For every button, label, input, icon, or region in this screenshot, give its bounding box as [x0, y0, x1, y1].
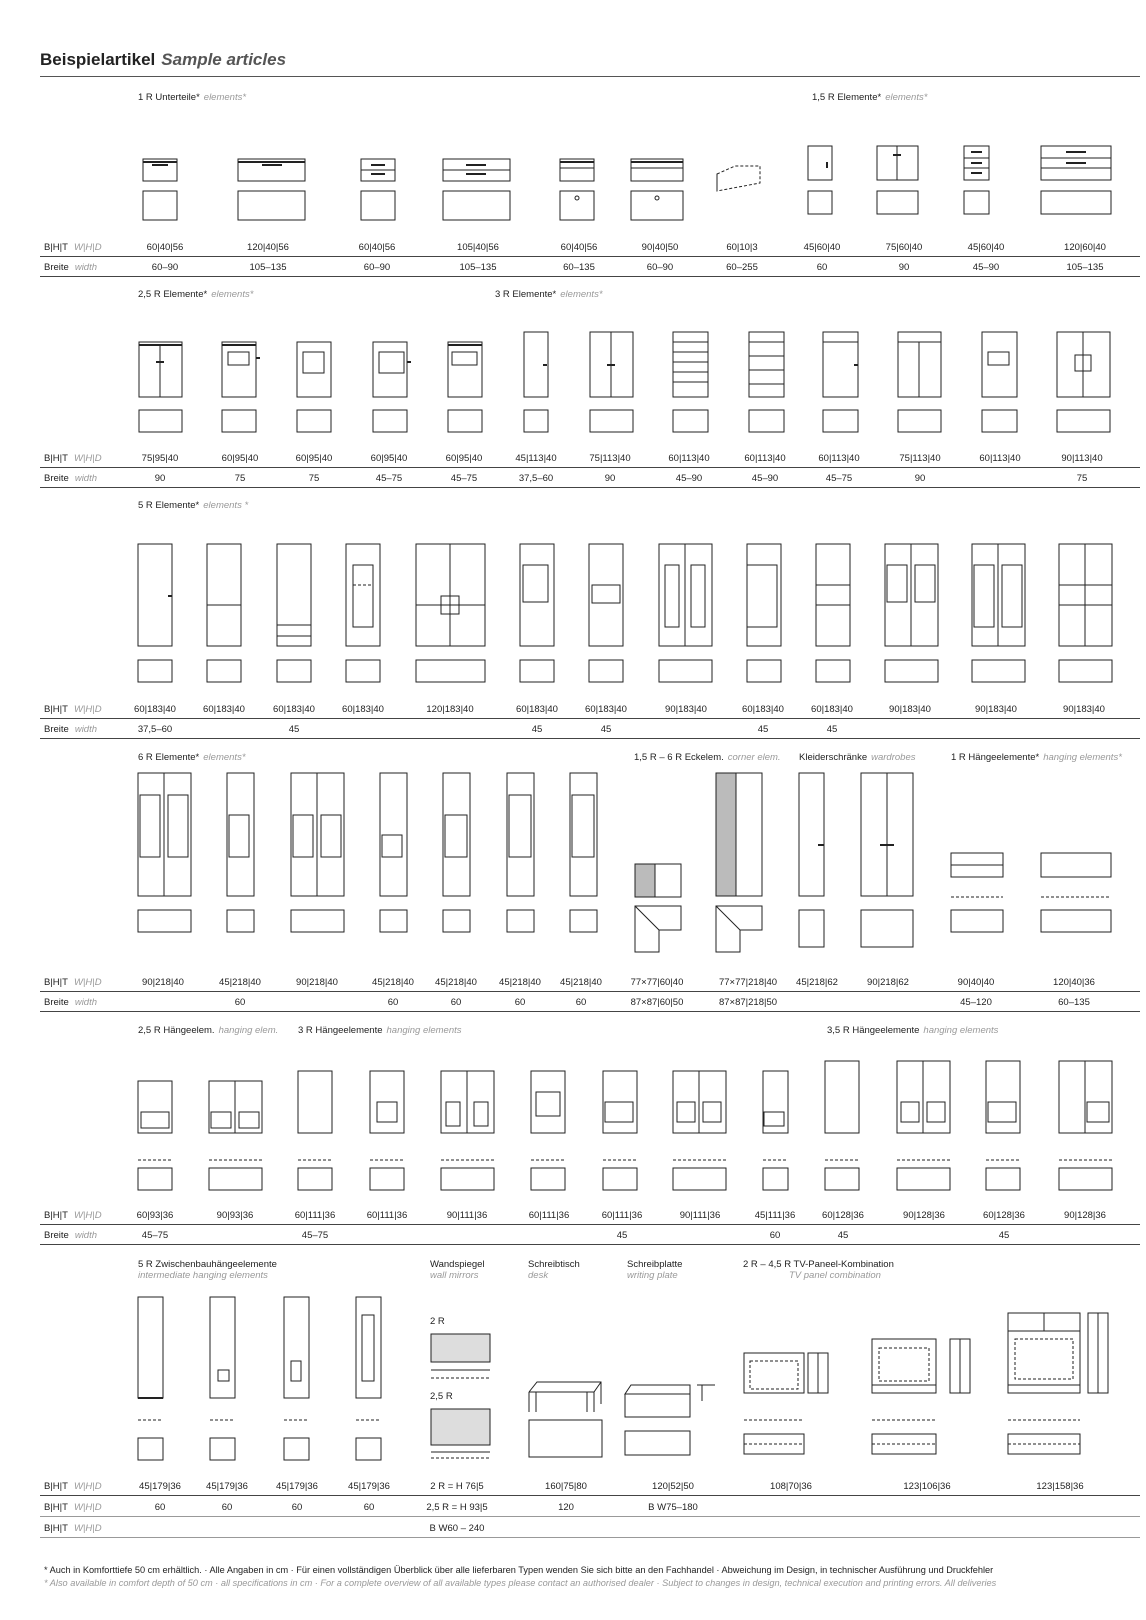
s4-dim: 77×77|60|40 — [630, 977, 684, 988]
s4-dim: 90|218|40 — [296, 977, 338, 988]
s5-width: 45 — [837, 1230, 849, 1241]
s1-width: 60–135 — [563, 262, 595, 273]
section-2-title-b: 3 R Elemente* elements* — [495, 289, 603, 300]
s6-row2-val: 2,5 R = H 93|5 — [426, 1502, 488, 1513]
s4-dim: 45|218|40 — [372, 977, 414, 988]
s5-width: 45 — [998, 1230, 1010, 1241]
s2-width: 75 — [1076, 473, 1088, 484]
s4-dims-label: B|H|T W|H|D — [44, 977, 102, 988]
s3-width: 45 — [757, 724, 769, 735]
s6-row2-val: 60 — [221, 1502, 233, 1513]
page-title-en: Sample articles — [161, 50, 287, 69]
s2-dim: 60|113|40 — [979, 453, 1021, 464]
section-5-title-c: 3,5 R Hängeelemente hanging elements — [827, 1025, 999, 1036]
section-3-drawings — [138, 544, 1112, 682]
s5-dim: 60|93|36 — [136, 1210, 174, 1221]
s3-width: 37,5–60 — [137, 724, 173, 735]
s6-dim: 45|179|36 — [206, 1481, 248, 1492]
section-1-title-a: 1 R Unterteile* elements* — [138, 92, 247, 103]
s6-dim: 120|52|50 — [652, 1481, 694, 1492]
s2-width: 90 — [604, 473, 616, 484]
s3-dim: 60|183|40 — [342, 704, 384, 715]
s5-dim: 90|111|36 — [679, 1210, 721, 1221]
s1-width-label: Breite width — [44, 262, 98, 273]
s2-width: 75 — [234, 473, 246, 484]
s2-dim: 60|95|40 — [221, 453, 259, 464]
section-1-title-b: 1,5 R Elemente* elements* — [812, 92, 928, 103]
s3-width: 45 — [531, 724, 543, 735]
s2-dim: 60|113|40 — [744, 453, 786, 464]
s5-dim: 60|128|36 — [822, 1210, 864, 1221]
s5-dim: 60|111|36 — [528, 1210, 570, 1221]
s1-width: 60–90 — [363, 262, 391, 273]
s3-width: 45 — [600, 724, 612, 735]
s5-dim: 60|111|36 — [366, 1210, 408, 1221]
s1-dim: 45|60|40 — [967, 242, 1005, 253]
s6-dims-label: B|H|T W|H|D — [44, 1481, 102, 1492]
s3-dim: 60|183|40 — [273, 704, 315, 715]
s4-width: 45–120 — [960, 997, 992, 1008]
s4-dim: 90|218|62 — [867, 977, 909, 988]
s4-width: 60 — [450, 997, 462, 1008]
s1-dim: 105|40|56 — [457, 242, 499, 253]
s5-width: 60 — [769, 1230, 781, 1241]
s4-width: 60–135 — [1058, 997, 1090, 1008]
s1-width: 60–90 — [646, 262, 674, 273]
s2-dim: 60|95|40 — [295, 453, 333, 464]
s4-width-label: Breite width — [44, 997, 98, 1008]
s2-width: 90 — [154, 473, 166, 484]
s1-width: 60 — [816, 262, 828, 273]
s6-row3-val: B W60 – 240 — [429, 1523, 485, 1534]
s5-width: 45 — [616, 1230, 628, 1241]
s6-dim: 45|179|36 — [276, 1481, 318, 1492]
s5-dim: 90|128|36 — [1064, 1210, 1106, 1221]
s4-dim: 90|218|40 — [142, 977, 184, 988]
s1-dim: 60|40|56 — [358, 242, 396, 253]
s5-dim: 45|111|36 — [754, 1210, 796, 1221]
s1-dim: 60|40|56 — [146, 242, 184, 253]
s2-width: 45–90 — [675, 473, 703, 484]
s1-width: 60–255 — [726, 262, 758, 273]
s2-dim: 60|95|40 — [370, 453, 408, 464]
s1-dim: 120|60|40 — [1064, 242, 1106, 253]
s6-row2-val: 120 — [558, 1502, 574, 1513]
s4-dim: 45|218|62 — [796, 977, 838, 988]
s6-row2-val: 60 — [291, 1502, 303, 1513]
s2-dim: 60|113|40 — [818, 453, 860, 464]
s4-width: 60 — [387, 997, 399, 1008]
s2-dim: 75|95|40 — [141, 453, 179, 464]
s2-width-label: Breite width — [44, 473, 98, 484]
s5-dim: 90|128|36 — [903, 1210, 945, 1221]
s4-width: 60 — [575, 997, 587, 1008]
section-6-title-c: Schreibtisch desk — [528, 1259, 580, 1281]
s4-width: 60 — [234, 997, 246, 1008]
s2-width: 75 — [308, 473, 320, 484]
s2-width: 45–75 — [375, 473, 403, 484]
s1-dim: 120|40|56 — [247, 242, 289, 253]
s6-dim: 123|158|36 — [1036, 1481, 1084, 1492]
s5-dim: 90|93|36 — [216, 1210, 254, 1221]
footnote-de: * Auch in Komforttiefe 50 cm erhältlich. · Alle Angaben in cm · Für einen vollständigen Überblick über alle lieferbaren Typen wenden Sie sich bitte an den Fachhandel · Abweichung im Design, in technischer Ausführung und Druckfehler — [44, 1565, 994, 1575]
s1-width: 105–135 — [459, 262, 497, 273]
s3-dim: 90|183|40 — [1063, 704, 1105, 715]
s4-width: 60 — [514, 997, 526, 1008]
s5-dims-label: B|H|T W|H|D — [44, 1210, 102, 1221]
s3-dim: 90|183|40 — [665, 704, 707, 715]
s4-dim: 90|40|40 — [957, 977, 995, 988]
s4-dim: 45|218|40 — [560, 977, 602, 988]
s4-dim: 77×77|218|40 — [718, 977, 778, 988]
s3-dims-label: B|H|T W|H|D — [44, 704, 102, 715]
s1-dim: 60|10|3 — [726, 242, 758, 253]
section-5-title-a: 2,5 R Hängeelem. hanging elem. — [138, 1025, 279, 1036]
s5-dim: 60|111|36 — [294, 1210, 336, 1221]
s5-width-label: Breite width — [44, 1230, 98, 1241]
s2-width: 45–75 — [450, 473, 478, 484]
s1-width: 60–90 — [151, 262, 179, 273]
s4-width: 87×87|218|50 — [718, 997, 778, 1008]
section-6-title-d: Schreibplatte writing plate — [627, 1259, 683, 1281]
s6-row2-val: 60 — [363, 1502, 375, 1513]
section-2-drawings — [139, 332, 1110, 432]
section-6-drawings — [138, 1297, 1108, 1460]
s1-dim: 45|60|40 — [803, 242, 841, 253]
mirror-label-25r: 2,5 R — [430, 1391, 453, 1402]
s5-dim: 60|111|36 — [601, 1210, 643, 1221]
section-4-title-d: 1 R Hängeelemente* hanging elements* — [951, 752, 1122, 763]
s2-dim: 45|113|40 — [515, 453, 557, 464]
s3-width: 45 — [288, 724, 300, 735]
section-6-title-b: Wandspiegel wall mirrors — [430, 1259, 485, 1281]
s2-dims-label: B|H|T W|H|D — [44, 453, 102, 464]
s3-dim: 60|183|40 — [203, 704, 245, 715]
s3-dim: 60|183|40 — [516, 704, 558, 715]
s3-dim: 60|183|40 — [134, 704, 176, 715]
section-3-title-a: 5 R Elemente* elements * — [138, 500, 249, 511]
section-6-title-e: 2 R – 4,5 R TV-Paneel-Kombination TV panel combination — [743, 1259, 894, 1281]
s2-width: 45–90 — [751, 473, 779, 484]
s6-row3-label: B|H|T W|H|D — [44, 1523, 102, 1534]
s4-dim: 45|218|40 — [499, 977, 541, 988]
s6-dim: 160|75|80 — [545, 1481, 587, 1492]
s5-dim: 60|128|36 — [983, 1210, 1025, 1221]
s5-width: 45–75 — [141, 1230, 169, 1241]
footnote-en: * Also available in comfort depth of 50 cm · all specifications in cm · For a complete overview of all available types please contact an authorised dealer · Subject to changes in design, technical execution and printing errors. All deliveries — [44, 1578, 997, 1588]
s6-dim: 2 R = H 76|5 — [430, 1481, 484, 1492]
s1-dims-label: B|H|T W|H|D — [44, 242, 102, 253]
section-5-title-b: 3 R Hängeelemente hanging elements — [298, 1025, 462, 1036]
mirror-label-2r: 2 R — [430, 1316, 445, 1327]
s6-row2-val: B W75–180 — [648, 1502, 698, 1513]
s4-width: 87×87|60|50 — [630, 997, 684, 1008]
s1-width: 105–135 — [1066, 262, 1104, 273]
s1-dim: 90|40|50 — [641, 242, 679, 253]
s1-width: 90 — [898, 262, 910, 273]
section-1-drawings — [143, 146, 1111, 220]
s3-width-label: Breite width — [44, 724, 98, 735]
section-6-title-a: 5 R Zwischenbauhängeelemente intermediate hanging elements — [138, 1259, 277, 1281]
s3-dim: 60|183|40 — [811, 704, 853, 715]
s2-width: 37,5–60 — [518, 473, 554, 484]
section-4-drawings — [138, 773, 1111, 952]
s2-dim: 60|95|40 — [445, 453, 483, 464]
s3-width: 45 — [826, 724, 838, 735]
s1-dim: 60|40|56 — [560, 242, 598, 253]
s6-row2-val: 60 — [154, 1502, 166, 1513]
s3-dim: 90|183|40 — [889, 704, 931, 715]
s3-dim: 60|183|40 — [742, 704, 784, 715]
s6-dim: 45|179|36 — [348, 1481, 390, 1492]
s2-dim: 90|113|40 — [1061, 453, 1103, 464]
s2-width: 90 — [914, 473, 926, 484]
section-4-title-c: Kleiderschränke wardrobes — [799, 752, 916, 763]
s1-width: 105–135 — [249, 262, 287, 273]
section-5-drawings — [138, 1061, 1112, 1190]
s6-row2-label: B|H|T W|H|D — [44, 1502, 102, 1513]
s5-dim: 90|111|36 — [446, 1210, 488, 1221]
s1-dim: 75|60|40 — [885, 242, 923, 253]
s3-dim: 90|183|40 — [975, 704, 1017, 715]
s2-dim: 60|113|40 — [668, 453, 710, 464]
section-4-title-b: 1,5 R – 6 R Eckelem. corner elem. — [634, 752, 781, 763]
s3-dim: 120|183|40 — [426, 704, 474, 715]
s4-dim: 45|218|40 — [435, 977, 477, 988]
s1-width: 45–90 — [972, 262, 1000, 273]
page-title-de: Beispielartikel — [40, 50, 156, 69]
s5-width: 45–75 — [301, 1230, 329, 1241]
s2-width: 45–75 — [825, 473, 853, 484]
s6-dim: 123|106|36 — [903, 1481, 951, 1492]
s6-dim: 45|179|36 — [139, 1481, 181, 1492]
section-2-title-a: 2,5 R Elemente* elements* — [138, 289, 254, 300]
section-4-title-a: 6 R Elemente* elements* — [138, 752, 246, 763]
s4-dim: 120|40|36 — [1053, 977, 1095, 988]
s2-dim: 75|113|40 — [899, 453, 941, 464]
s2-dim: 75|113|40 — [589, 453, 631, 464]
s6-dim: 108|70|36 — [770, 1481, 812, 1492]
s3-dim: 60|183|40 — [585, 704, 627, 715]
s4-dim: 45|218|40 — [219, 977, 261, 988]
